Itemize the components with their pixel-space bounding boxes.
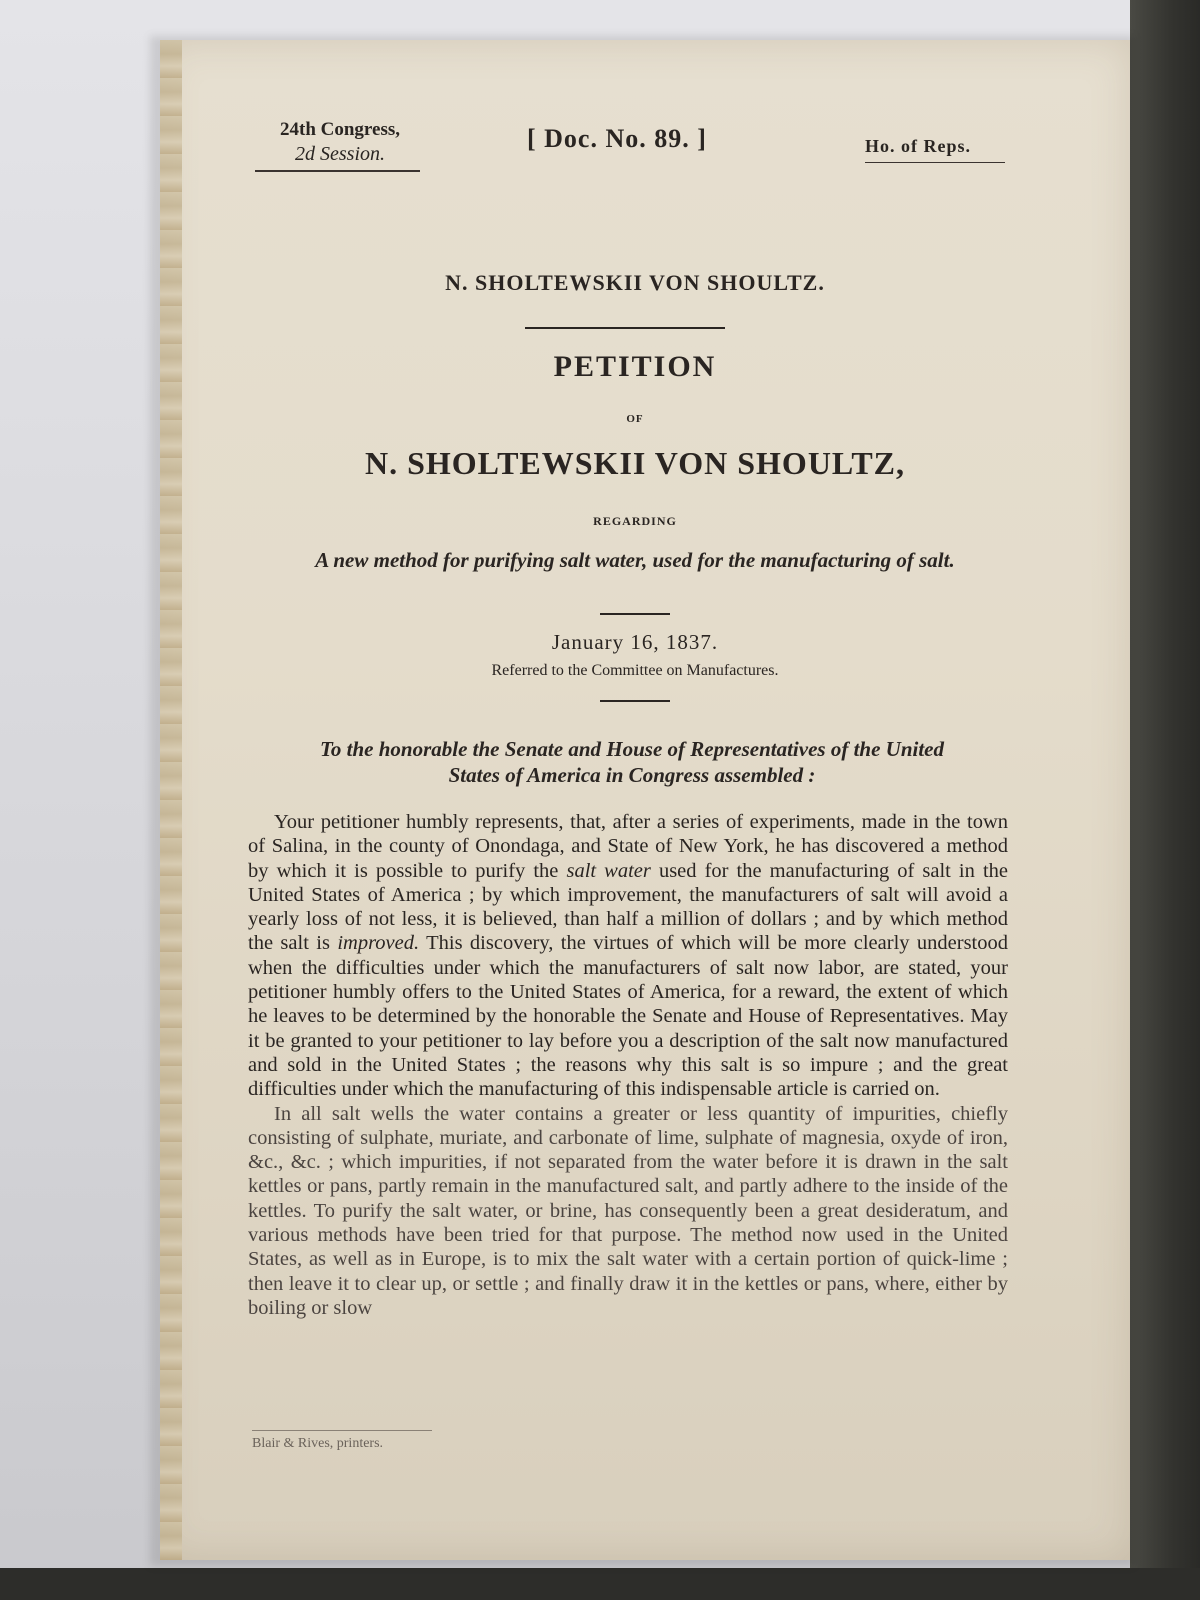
footer-rule: [252, 1430, 432, 1431]
document-page: [160, 40, 1130, 1560]
congress-session-block: [255, 118, 425, 166]
header-right-rule: [865, 162, 1005, 163]
salutation: [252, 736, 1012, 788]
doc-number: [ Doc. No. 89. ]: [527, 124, 707, 153]
referral-note: Referred to the Committee on Manufactures.: [491, 662, 779, 679]
petitioner-name-title: N. SHOLTEWSKII VON SHOULTZ,: [364, 445, 906, 481]
header-left-rule: [255, 170, 420, 172]
regarding-label: REGARDING: [593, 514, 677, 528]
salt-water-emphasis: salt water: [566, 859, 651, 882]
paragraph-2: In all salt wells the water contains a greater or less quantity of impurities, chiefly consisting of sulphate, muriate, and carbonate of lime, sulphate of magnesia, oxyde of iron, &c., &c. ; which impurities, if not separated from the water before it is drawn in the salt kettles or pans, partly remain in the manufactured salt, and partly adhere to the inside of the kettles. To purify the salt water, or brine, has consequently been a great desideratum, and various methods have been tried for that purpose. The method now used in the United States, as well as in Europe, is to mix the salt water with a certain portion of quick-lime ; then leave it to clear up, or settle ; and finally draw it in the kettles or pans, where, either by boiling or slow: [248, 1102, 1008, 1319]
date-rule-bottom: [600, 700, 670, 702]
of-label: OF: [626, 413, 644, 425]
petition-subject: A new method for purifying salt water, used for the manufacturing of salt.: [315, 548, 955, 572]
printer-credit: Blair & Rives, printers.: [252, 1436, 384, 1451]
petition-date: January 16, 1837.: [551, 630, 719, 654]
date-rule-top: [600, 613, 670, 615]
petition-body: [248, 810, 1008, 1320]
improved-emphasis: improved.: [337, 932, 420, 955]
salutation-line-1: To the honorable the Senate and House of Representatives of the United: [320, 737, 944, 761]
petition-title: PETITION: [553, 350, 717, 383]
session-label: 2d Session.: [295, 143, 385, 165]
document-header: [255, 118, 1015, 178]
title-rule: [525, 327, 725, 329]
congress-label: 24th Congress,: [280, 119, 400, 140]
paragraph-1-part-c: This discovery, the virtues of which will be more clearly understood when the difficulties under which the manufacturers of salt now labor, are stated, your petitioner humbly offers to the United States of America, for a reward, the extent of which he leaves to be determined by the honorable the Senate and House of Representatives. May it be granted to your petitioner to lay before you a description of the salt now manufactured and sold in the United States ; the reasons why this salt is so impure ; and the great difficulties under which the manufacturing of this indispensable article is carried on.: [248, 932, 1009, 1101]
paragraph-1-part-b: used for the manufacturing of salt in the United States of America ; by which improvement, the manufacturers of salt will avoid a yearly loss of not less, it is believed, than half a million of dollars ; and by which method the salt is: [248, 859, 1008, 955]
paragraph-1: [248, 810, 1008, 1102]
backdrop-bottom-edge: [0, 1568, 1200, 1600]
paragraph-1-part-a: Your petitioner humbly represents, that, after a series of experiments, made in the town of Salina, in the county of Onondaga, and State of New York, he has discovered a method by which it is possible to purify the: [248, 811, 1008, 882]
petitioner-name-heading: N. SHOLTEWSKII VON SHOULTZ.: [445, 270, 825, 295]
page-worn-edge: [160, 40, 182, 1560]
salutation-line-2: States of America in Congress assembled :: [448, 763, 816, 787]
house-label: Ho. of Reps.: [865, 136, 971, 156]
backdrop-dark-edge: [1130, 0, 1200, 1600]
